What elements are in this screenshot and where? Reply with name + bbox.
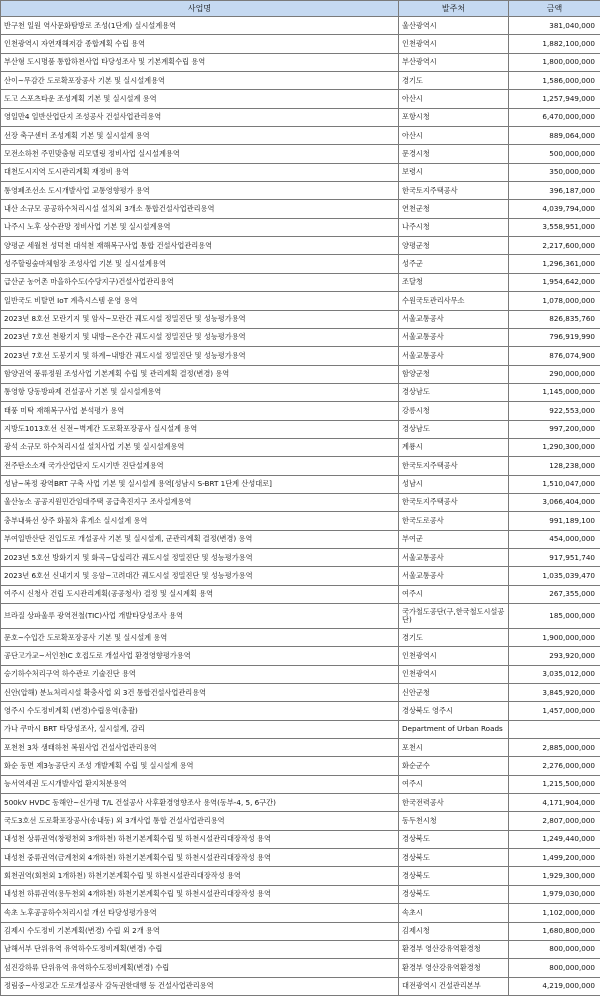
cell-client: 서울교통공사 — [399, 310, 509, 328]
cell-client: 포항시청 — [399, 108, 509, 126]
table-row — [1, 684, 600, 702]
table-row — [1, 977, 600, 995]
table-row — [1, 90, 600, 108]
cell-project: 내성천 상류권역(창평천외 3개하천) 하천기본계획수립 및 하천시설관리대장작성 용역 — [1, 830, 399, 848]
table-row — [1, 739, 600, 757]
table-row — [1, 665, 600, 683]
cell-amount: 1,290,300,000 — [509, 438, 600, 456]
cell-project: 능서역세권 도시개발사업 환지처분용역 — [1, 775, 399, 793]
table-row — [1, 885, 600, 903]
cell-client: 서울교통공사 — [399, 548, 509, 566]
cell-client: 함양군청 — [399, 365, 509, 383]
cell-amount: 6,470,000,000 — [509, 108, 600, 126]
cell-client: Department of Urban Roads — [399, 720, 509, 738]
table-row — [1, 548, 600, 566]
cell-client: 대전광역시 건설관리본부 — [399, 977, 509, 995]
cell-client: 인천광역시 — [399, 647, 509, 665]
cell-client: 강릉시청 — [399, 402, 509, 420]
cell-amount: 4,039,794,000 — [509, 200, 600, 218]
cell-client: 서울교통공사 — [399, 328, 509, 346]
cell-amount: 1,257,949,000 — [509, 90, 600, 108]
cell-client: 국가철도공단(구,한국철도시설공단) — [399, 604, 509, 629]
cell-project: 김제시 수도정비 기본계획(변경) 수립 외 2개 용역 — [1, 922, 399, 940]
cell-amount: 3,558,951,000 — [509, 218, 600, 236]
table-row — [1, 530, 600, 548]
cell-amount: 2,807,000,000 — [509, 812, 600, 830]
cell-amount: 454,000,000 — [509, 530, 600, 548]
table-row — [1, 255, 600, 273]
cell-amount: 1,499,200,000 — [509, 849, 600, 867]
cell-amount: 267,355,000 — [509, 585, 600, 603]
cell-project: 국도3호선 도로확포장공사(송내동) 외 3개사업 통합 건설사업관리용역 — [1, 812, 399, 830]
cell-amount: 1,979,030,000 — [509, 885, 600, 903]
cell-project: 일반국도 비탈면 IoT 계측시스템 운영 용역 — [1, 292, 399, 310]
cell-client: 경상남도 — [399, 420, 509, 438]
table-row — [1, 904, 600, 922]
cell-project: 울산농소 공공지원민간임대주택 공급촉진지구 조사설계용역 — [1, 493, 399, 511]
cell-project: 영주시 수도정비계획 (변경)수립용역(총괄) — [1, 702, 399, 720]
table-row — [1, 292, 600, 310]
table-row — [1, 108, 600, 126]
cell-amount: 350,000,000 — [509, 163, 600, 181]
cell-client: 조달청 — [399, 273, 509, 291]
table-row — [1, 365, 600, 383]
cell-client: 여주시 — [399, 585, 509, 603]
cell-client: 한국토지주택공사 — [399, 493, 509, 511]
cell-client: 성남시 — [399, 475, 509, 493]
table-row — [1, 72, 600, 90]
cell-project: 모전소하천 주민맞춤형 리모델링 정비사업 실시설계용역 — [1, 145, 399, 163]
cell-amount: 4,219,000,000 — [509, 977, 600, 995]
table-row — [1, 604, 600, 629]
cell-client: 서울교통공사 — [399, 347, 509, 365]
cell-client: 나주시청 — [399, 218, 509, 236]
cell-amount: 3,066,404,000 — [509, 493, 600, 511]
cell-client: 부산광역시 — [399, 53, 509, 71]
cell-project: 산이~무감간 도로확포장공사 기본 및 실시설계용역 — [1, 72, 399, 90]
cell-amount: 1,882,100,000 — [509, 35, 600, 53]
cell-amount: 2,885,000,000 — [509, 739, 600, 757]
cell-amount: 1,457,000,000 — [509, 702, 600, 720]
cell-amount: 1,900,000,000 — [509, 629, 600, 647]
cell-client: 여주시 — [399, 775, 509, 793]
table-row — [1, 35, 600, 53]
cell-client: 동두천시청 — [399, 812, 509, 830]
cell-amount: 997,200,000 — [509, 420, 600, 438]
cell-project: 통영항 당동방파제 건설공사 기본 및 실시설계용역 — [1, 383, 399, 401]
cell-client: 울산광역시 — [399, 17, 509, 35]
cell-project: 500kV HVDC 동해안~신가평 T/L 건설공사 사후환경영향조사 용역(동부-4, 5, 6구간) — [1, 794, 399, 812]
cell-amount: 1,586,000,000 — [509, 72, 600, 90]
cell-amount: 876,074,900 — [509, 347, 600, 365]
cell-project: 함양권역 풍류정원 조성사업 기본계획 수립 및 관리계획 결정(변경) 용역 — [1, 365, 399, 383]
cell-amount: 1,078,000,000 — [509, 292, 600, 310]
cell-amount: 889,064,000 — [509, 127, 600, 145]
cell-client: 신안군청 — [399, 684, 509, 702]
cell-project: 부여일반산단 진입도로 개설공사 기본 및 실시설계, 군관리계획 결정(변경) 용역 — [1, 530, 399, 548]
table-row — [1, 218, 600, 236]
cell-project: 나주시 노후 상수관망 정비사업 기본 및 실시설계용역 — [1, 218, 399, 236]
cell-amount: 4,171,904,000 — [509, 794, 600, 812]
cell-project: 양평군 세월천 성덕천 대석천 재해복구사업 통합 건설사업관리용역 — [1, 237, 399, 255]
cell-client: 수원국토관리사무소 — [399, 292, 509, 310]
cell-client: 경상북도 영주시 — [399, 702, 509, 720]
table-row — [1, 310, 600, 328]
cell-project: 2023년 6호선 신내기지 및 응암~고려대간 궤도시설 정밀진단 및 성능평가용역 — [1, 567, 399, 585]
cell-project: 속초 노후공공하수처리시설 개선 타당성평가용역 — [1, 904, 399, 922]
cell-client: 아산시 — [399, 90, 509, 108]
cell-amount: 500,000,000 — [509, 145, 600, 163]
cell-project: 남해서부 단위유역 유역하수도정비계획(변경) 수립 — [1, 940, 399, 958]
table-row — [1, 720, 600, 738]
cell-client: 성주군 — [399, 255, 509, 273]
header-amount: 금액 — [509, 1, 600, 17]
cell-project: 성남~복정 광역BRT 구축 사업 기본 및 실시설계 용역[성남시 S-BRT 1단계 산성대로] — [1, 475, 399, 493]
cell-client: 한국전력공사 — [399, 794, 509, 812]
cell-client: 속초시 — [399, 904, 509, 922]
table-row — [1, 402, 600, 420]
cell-amount: 1,249,440,000 — [509, 830, 600, 848]
cell-client: 환경부 영산강유역환경청 — [399, 959, 509, 977]
cell-client: 양평군청 — [399, 237, 509, 255]
cell-project: 내성천 하류권역(용두천외 4개하천) 하천기본계획수립 및 하천시설관리대장작성 용역 — [1, 885, 399, 903]
cell-amount: 1,145,000,000 — [509, 383, 600, 401]
cell-amount: 1,035,039,470 — [509, 567, 600, 585]
cell-project: 섬진강하류 단위유역 유역하수도정비계획(변경) 수립 — [1, 959, 399, 977]
header-project: 사업명 — [1, 1, 399, 17]
cell-project: 신안(압해) 분뇨처리시설 확충사업 외 3건 통합건설사업관리용역 — [1, 684, 399, 702]
table-row — [1, 438, 600, 456]
table-row — [1, 867, 600, 885]
table-row — [1, 629, 600, 647]
table-row — [1, 328, 600, 346]
table-row — [1, 457, 600, 475]
cell-client: 경상북도 — [399, 849, 509, 867]
cell-client: 김제시청 — [399, 922, 509, 940]
cell-project: 회천권역(회천외 1개하천) 하천기본계획수립 및 하천시설관리대장작성 용역 — [1, 867, 399, 885]
cell-amount: 796,919,990 — [509, 328, 600, 346]
table-row — [1, 849, 600, 867]
cell-amount: 2,217,600,000 — [509, 237, 600, 255]
table-row — [1, 493, 600, 511]
table-row — [1, 940, 600, 958]
cell-project: 지방도1013호선 신전~벽계간 도로확포장공사 실시설계 용역 — [1, 420, 399, 438]
cell-project: 성주할링숲마체험장 조성사업 기본 및 실시설계용역 — [1, 255, 399, 273]
cell-amount: 1,510,047,000 — [509, 475, 600, 493]
table-row — [1, 702, 600, 720]
cell-project: 내성천 중류권역(금계천외 4개하천) 하천기본계획수립 및 하천시설관리대장작성 용역 — [1, 849, 399, 867]
cell-amount: 185,000,000 — [509, 604, 600, 629]
table-row — [1, 383, 600, 401]
table-row — [1, 812, 600, 830]
cell-amount: 293,920,000 — [509, 647, 600, 665]
cell-project: 2023년 7호선 도봉기지 및 하계~내방간 궤도시설 정밀진단 및 성능평가용역 — [1, 347, 399, 365]
cell-amount: 1,102,000,000 — [509, 904, 600, 922]
header-row — [1, 1, 600, 17]
cell-project: 승기하수처리구역 하수관로 기술진단 용역 — [1, 665, 399, 683]
cell-project: 2023년 8호선 모란기지 및 암사~모란간 궤도시설 정밀진단 및 성능평가용역 — [1, 310, 399, 328]
cell-amount: 128,238,000 — [509, 457, 600, 475]
cell-project: 부산형 도시명품 통합하천사업 타당성조사 및 기본계획수립 용역 — [1, 53, 399, 71]
cell-client: 경기도 — [399, 629, 509, 647]
table-row — [1, 163, 600, 181]
cell-project: 화순 동면 제3농공단지 조성 개발계획 수립 및 실시설계 용역 — [1, 757, 399, 775]
cell-amount: 1,929,300,000 — [509, 867, 600, 885]
cell-project: 포천천 3차 생태하천 복원사업 건설사업관리용역 — [1, 739, 399, 757]
cell-client: 경상북도 — [399, 867, 509, 885]
table-row — [1, 53, 600, 71]
table-row — [1, 922, 600, 940]
cell-client: 포천시 — [399, 739, 509, 757]
table-row — [1, 585, 600, 603]
cell-client: 경기도 — [399, 72, 509, 90]
cell-amount: 3,035,012,000 — [509, 665, 600, 683]
table-row — [1, 347, 600, 365]
cell-project: 반구천 일원 역사문화탐방로 조성(1단계) 실시설계용역 — [1, 17, 399, 35]
cell-client: 아산시 — [399, 127, 509, 145]
table-row — [1, 794, 600, 812]
cell-amount: 3,845,920,000 — [509, 684, 600, 702]
cell-project: 영일만4 일반산업단지 조성공사 건설사업관리용역 — [1, 108, 399, 126]
cell-project: 공단고가교~서인천IC 호접도로 개설사업 환경영향평가용역 — [1, 647, 399, 665]
cell-client: 인천광역시 — [399, 665, 509, 683]
cell-client: 연천군청 — [399, 200, 509, 218]
table-row — [1, 237, 600, 255]
cell-amount: 991,189,100 — [509, 512, 600, 530]
cell-project: 전주탄소소재 국가산업단지 도시기반 진단설계용역 — [1, 457, 399, 475]
table-row — [1, 959, 600, 977]
table-row — [1, 512, 600, 530]
cell-project: 광석 소규모 하수처리시설 설치사업 기본 및 실시설계용역 — [1, 438, 399, 456]
table-row — [1, 420, 600, 438]
cell-amount: 396,187,000 — [509, 182, 600, 200]
cell-project: 브라질 상파울루 광역전철(TIC)사업 개발타당성조사 용역 — [1, 604, 399, 629]
cell-client: 경상북도 — [399, 885, 509, 903]
cell-project: 급산군 농어촌 마을하수도(수당지구)건설사업관리용역 — [1, 273, 399, 291]
cell-client: 화순군수 — [399, 757, 509, 775]
cell-project: 대천도시지역 도시관리계획 재정비 용역 — [1, 163, 399, 181]
table-row — [1, 475, 600, 493]
table-row — [1, 273, 600, 291]
cell-project: 2023년 7호선 천왕기지 및 내방~온수간 궤도시설 정밀진단 및 성능평가용역 — [1, 328, 399, 346]
cell-amount: 381,040,000 — [509, 17, 600, 35]
cell-project: 문호~수입간 도로확포장공사 기본 및 실시설계 용역 — [1, 629, 399, 647]
cell-client: 경상남도 — [399, 383, 509, 401]
cell-project: 가나 쿠마시 BRT 타당성조사, 실시설계, 감리 — [1, 720, 399, 738]
table-row — [1, 145, 600, 163]
cell-amount: 290,000,000 — [509, 365, 600, 383]
cell-project: 여주시 신청사 건립 도시관리계획(공공청사) 결정 및 실시계획 용역 — [1, 585, 399, 603]
cell-client: 경상북도 — [399, 830, 509, 848]
cell-client: 인천광역시 — [399, 35, 509, 53]
cell-client: 서울교통공사 — [399, 567, 509, 585]
cell-amount: 1,800,000,000 — [509, 53, 600, 71]
cell-amount: 800,000,000 — [509, 940, 600, 958]
cell-amount: 1,296,361,000 — [509, 255, 600, 273]
cell-client: 한국도로공사 — [399, 512, 509, 530]
cell-project: 인천광역시 자연재해저감 종합계획 수립 용역 — [1, 35, 399, 53]
cell-project: 내산 소규모 공공하수처리시설 설치외 3개소 통합건설사업관리용역 — [1, 200, 399, 218]
cell-amount: 826,835,760 — [509, 310, 600, 328]
cell-project: 통영폐조선소 도시개발사업 교통영향평가 용역 — [1, 182, 399, 200]
cell-project: 충부내륙선 상주 화물차 휴게소 실시설계 용역 — [1, 512, 399, 530]
cell-client: 환경부 영산강유역환경청 — [399, 940, 509, 958]
cell-project: 선장 축구센터 조성계획 기본 및 실시설계 용역 — [1, 127, 399, 145]
table-row — [1, 757, 600, 775]
cell-project: 정림중~사정교간 도로개설공사 감독권한대행 등 건설사업관리용역 — [1, 977, 399, 995]
cell-project: 태풍 미탁 재해복구사업 분석평가 용역 — [1, 402, 399, 420]
cell-amount — [509, 720, 600, 738]
cell-amount: 922,553,000 — [509, 402, 600, 420]
table-row — [1, 17, 600, 35]
cell-project: 2023년 5호선 방화기지 및 화곡~답십리간 궤도시설 정밀진단 및 성능평가용역 — [1, 548, 399, 566]
cell-client: 부여군 — [399, 530, 509, 548]
table-row — [1, 127, 600, 145]
cell-amount: 800,000,000 — [509, 959, 600, 977]
table-row — [1, 567, 600, 585]
cell-amount: 1,954,642,000 — [509, 273, 600, 291]
table-row — [1, 200, 600, 218]
table-row — [1, 775, 600, 793]
table-row — [1, 182, 600, 200]
cell-client: 문경시청 — [399, 145, 509, 163]
cell-amount: 2,276,000,000 — [509, 757, 600, 775]
cell-client: 보령시 — [399, 163, 509, 181]
cell-amount: 917,951,740 — [509, 548, 600, 566]
cell-client: 한국토지주택공사 — [399, 457, 509, 475]
table-row — [1, 830, 600, 848]
header-client: 발주처 — [399, 1, 509, 17]
table-row — [1, 647, 600, 665]
cell-amount: 1,215,500,000 — [509, 775, 600, 793]
cell-client: 계룡시 — [399, 438, 509, 456]
cell-amount: 1,680,800,000 — [509, 922, 600, 940]
cell-client: 한국토지주택공사 — [399, 182, 509, 200]
cell-project: 도고 스포츠타운 조성계획 기본 및 실시설계 용역 — [1, 90, 399, 108]
table-body — [1, 17, 600, 996]
